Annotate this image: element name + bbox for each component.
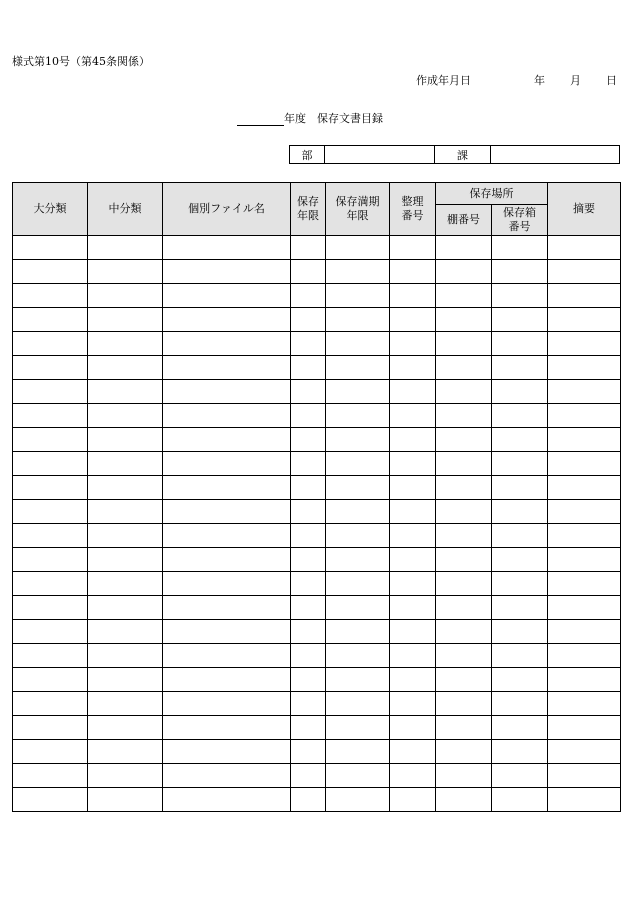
table-cell[interactable] — [436, 644, 492, 668]
table-cell[interactable] — [492, 452, 548, 476]
table-cell[interactable] — [436, 788, 492, 812]
table-cell[interactable] — [492, 380, 548, 404]
table-cell[interactable] — [163, 788, 291, 812]
table-body — [13, 236, 621, 812]
table-cell[interactable] — [326, 404, 390, 428]
table-cell[interactable] — [390, 332, 436, 356]
table-cell[interactable] — [13, 356, 88, 380]
table-cell[interactable] — [291, 524, 326, 548]
table-cell[interactable] — [88, 404, 163, 428]
table-cell[interactable] — [163, 284, 291, 308]
table-cell[interactable] — [548, 668, 621, 692]
table-cell[interactable] — [291, 356, 326, 380]
table-cell[interactable] — [13, 740, 88, 764]
header-file-name: 個別ファイル名 — [163, 183, 291, 236]
table-cell[interactable] — [163, 308, 291, 332]
table-cell[interactable] — [163, 380, 291, 404]
table-cell[interactable] — [326, 548, 390, 572]
table-row — [13, 548, 621, 572]
table-cell[interactable] — [492, 236, 548, 260]
table-cell[interactable] — [13, 332, 88, 356]
table-cell[interactable] — [436, 716, 492, 740]
table-cell[interactable] — [548, 596, 621, 620]
table-cell[interactable] — [326, 476, 390, 500]
table-cell[interactable] — [291, 500, 326, 524]
table-cell[interactable] — [326, 668, 390, 692]
table-cell[interactable] — [291, 548, 326, 572]
table-cell[interactable] — [492, 356, 548, 380]
document-title — [237, 110, 383, 126]
table-cell[interactable] — [436, 740, 492, 764]
table-cell[interactable] — [390, 476, 436, 500]
title-text: 年度 保存文書目録 — [284, 112, 383, 125]
table-cell[interactable] — [291, 428, 326, 452]
table-cell[interactable] — [88, 572, 163, 596]
table-cell[interactable] — [88, 332, 163, 356]
header-retention-period-line2: 年限 — [297, 209, 319, 222]
table-cell[interactable] — [13, 620, 88, 644]
table-cell[interactable] — [326, 356, 390, 380]
table-cell[interactable] — [163, 404, 291, 428]
department-table — [289, 145, 620, 164]
table-cell[interactable] — [548, 716, 621, 740]
form-number: 様式第10号（第45条関係） — [12, 55, 150, 68]
table-cell[interactable] — [436, 548, 492, 572]
table-row — [13, 284, 621, 308]
table-cell[interactable] — [326, 620, 390, 644]
table-cell[interactable] — [88, 620, 163, 644]
header-retention-expiry — [326, 183, 390, 236]
header-control-number-line2: 番号 — [401, 209, 424, 222]
table-cell[interactable] — [436, 764, 492, 788]
table-cell[interactable] — [436, 524, 492, 548]
table-cell[interactable] — [326, 284, 390, 308]
table-cell[interactable] — [291, 620, 326, 644]
table-cell[interactable] — [291, 308, 326, 332]
table-cell[interactable] — [436, 572, 492, 596]
table-cell[interactable] — [88, 548, 163, 572]
table-cell[interactable] — [291, 332, 326, 356]
table-cell[interactable] — [548, 644, 621, 668]
table-row — [13, 572, 621, 596]
table-cell[interactable] — [548, 740, 621, 764]
month-label: 月 — [570, 74, 581, 87]
table-cell[interactable] — [436, 236, 492, 260]
table-cell[interactable] — [548, 380, 621, 404]
table-cell[interactable] — [291, 668, 326, 692]
header-storage-location: 保存場所 — [436, 183, 548, 205]
table-cell[interactable] — [390, 596, 436, 620]
table-cell[interactable] — [436, 308, 492, 332]
table-cell[interactable] — [326, 764, 390, 788]
table-cell[interactable] — [492, 788, 548, 812]
table-row — [13, 236, 621, 260]
table-cell[interactable] — [13, 596, 88, 620]
header-retention-period — [291, 183, 326, 236]
ka-field[interactable] — [491, 146, 620, 164]
table-cell[interactable] — [390, 692, 436, 716]
table-cell[interactable] — [436, 260, 492, 284]
table-cell[interactable] — [326, 644, 390, 668]
bu-label: 部 — [290, 146, 325, 164]
table-cell[interactable] — [163, 668, 291, 692]
table-cell[interactable] — [390, 284, 436, 308]
table-cell[interactable] — [492, 308, 548, 332]
table-cell[interactable] — [548, 764, 621, 788]
table-cell[interactable] — [548, 404, 621, 428]
table-cell[interactable] — [326, 500, 390, 524]
table-cell[interactable] — [291, 596, 326, 620]
table-cell[interactable] — [548, 284, 621, 308]
table-cell[interactable] — [88, 356, 163, 380]
table-cell[interactable] — [163, 716, 291, 740]
table-cell[interactable] — [326, 380, 390, 404]
table-cell[interactable] — [291, 764, 326, 788]
table-cell[interactable] — [163, 764, 291, 788]
table-cell[interactable] — [326, 308, 390, 332]
table-cell[interactable] — [390, 644, 436, 668]
table-row — [13, 308, 621, 332]
table-row — [13, 620, 621, 644]
table-cell[interactable] — [436, 356, 492, 380]
table-cell[interactable] — [390, 260, 436, 284]
table-cell[interactable] — [291, 380, 326, 404]
table-row — [13, 596, 621, 620]
table-cell[interactable] — [291, 692, 326, 716]
table-cell[interactable] — [13, 524, 88, 548]
table-row — [13, 428, 621, 452]
table-cell[interactable] — [390, 668, 436, 692]
table-cell[interactable] — [163, 620, 291, 644]
table-cell[interactable] — [291, 788, 326, 812]
table-cell[interactable] — [548, 428, 621, 452]
table-cell[interactable] — [548, 308, 621, 332]
table-cell[interactable] — [88, 500, 163, 524]
day-label: 日 — [606, 74, 617, 87]
table-cell[interactable] — [326, 692, 390, 716]
table-cell[interactable] — [326, 716, 390, 740]
table-cell[interactable] — [163, 260, 291, 284]
table-cell[interactable] — [436, 692, 492, 716]
table-cell[interactable] — [88, 764, 163, 788]
header-retention-period-line1: 保存 — [297, 195, 319, 208]
table-cell[interactable] — [291, 284, 326, 308]
table-cell[interactable] — [163, 740, 291, 764]
table-cell[interactable] — [492, 620, 548, 644]
table-cell[interactable] — [548, 356, 621, 380]
table-cell[interactable] — [548, 572, 621, 596]
table-cell[interactable] — [326, 788, 390, 812]
creation-date-line — [0, 72, 630, 86]
table-cell[interactable] — [88, 596, 163, 620]
table-row — [13, 716, 621, 740]
table-cell[interactable] — [88, 716, 163, 740]
table-cell[interactable] — [13, 548, 88, 572]
table-cell[interactable] — [390, 716, 436, 740]
ka-label: 課 — [435, 146, 491, 164]
table-cell[interactable] — [163, 332, 291, 356]
table-cell[interactable] — [492, 716, 548, 740]
table-cell[interactable] — [548, 788, 621, 812]
table-cell[interactable] — [492, 548, 548, 572]
table-cell[interactable] — [326, 740, 390, 764]
table-cell[interactable] — [88, 740, 163, 764]
table-cell[interactable] — [88, 380, 163, 404]
fiscal-year-blank[interactable] — [237, 113, 284, 126]
table-cell[interactable] — [390, 404, 436, 428]
table-row — [13, 668, 621, 692]
table-cell[interactable] — [390, 236, 436, 260]
table-cell[interactable] — [291, 644, 326, 668]
table-cell[interactable] — [436, 500, 492, 524]
table-cell[interactable] — [390, 620, 436, 644]
table-cell[interactable] — [548, 620, 621, 644]
table-cell[interactable] — [390, 500, 436, 524]
table-cell[interactable] — [163, 548, 291, 572]
table-cell[interactable] — [13, 236, 88, 260]
table-cell[interactable] — [436, 452, 492, 476]
table-cell[interactable] — [13, 788, 88, 812]
table-cell[interactable] — [390, 380, 436, 404]
table-cell[interactable] — [291, 476, 326, 500]
table-cell[interactable] — [390, 548, 436, 572]
table-row — [13, 764, 621, 788]
table-cell[interactable] — [436, 428, 492, 452]
table-cell[interactable] — [326, 260, 390, 284]
table-cell[interactable] — [492, 284, 548, 308]
table-cell[interactable] — [326, 524, 390, 548]
table-cell[interactable] — [492, 404, 548, 428]
table-cell[interactable] — [88, 236, 163, 260]
table-cell[interactable] — [291, 404, 326, 428]
table-cell[interactable] — [548, 524, 621, 548]
table-cell[interactable] — [13, 284, 88, 308]
table-cell[interactable] — [163, 572, 291, 596]
table-cell[interactable] — [163, 500, 291, 524]
table-row — [13, 356, 621, 380]
table-cell[interactable] — [88, 308, 163, 332]
table-cell[interactable] — [492, 572, 548, 596]
table-cell[interactable] — [13, 644, 88, 668]
table-row — [13, 644, 621, 668]
header-box-number — [492, 205, 548, 236]
table-cell[interactable] — [13, 428, 88, 452]
table-cell[interactable] — [13, 404, 88, 428]
table-cell[interactable] — [436, 476, 492, 500]
table-cell[interactable] — [390, 452, 436, 476]
table-cell[interactable] — [548, 548, 621, 572]
table-cell[interactable] — [13, 692, 88, 716]
table-cell[interactable] — [548, 692, 621, 716]
table-cell[interactable] — [88, 788, 163, 812]
table-cell[interactable] — [163, 692, 291, 716]
table-cell[interactable] — [548, 236, 621, 260]
table-row — [13, 380, 621, 404]
table-cell[interactable] — [13, 716, 88, 740]
table-cell[interactable] — [492, 596, 548, 620]
table-cell[interactable] — [88, 524, 163, 548]
table-row — [13, 788, 621, 812]
table-cell[interactable] — [13, 500, 88, 524]
table-cell[interactable] — [326, 572, 390, 596]
table-cell[interactable] — [492, 428, 548, 452]
table-cell[interactable] — [436, 668, 492, 692]
year-label: 年 — [534, 74, 545, 87]
table-row — [13, 404, 621, 428]
table-cell[interactable] — [390, 788, 436, 812]
table-cell[interactable] — [13, 764, 88, 788]
table-cell[interactable] — [291, 740, 326, 764]
table-cell[interactable] — [436, 596, 492, 620]
table-cell[interactable] — [88, 260, 163, 284]
header-box-number-line1: 保存箱 — [503, 206, 536, 219]
table-row — [13, 740, 621, 764]
table-row — [13, 476, 621, 500]
table-cell[interactable] — [163, 596, 291, 620]
table-cell[interactable] — [13, 308, 88, 332]
table-cell[interactable] — [390, 572, 436, 596]
table-cell[interactable] — [13, 476, 88, 500]
header-retention-expiry-line1: 保存満期 — [335, 195, 380, 208]
table-cell[interactable] — [291, 452, 326, 476]
table-cell[interactable] — [390, 428, 436, 452]
table-cell[interactable] — [390, 524, 436, 548]
table-cell[interactable] — [88, 668, 163, 692]
table-cell[interactable] — [492, 764, 548, 788]
table-cell[interactable] — [548, 332, 621, 356]
table-row — [13, 524, 621, 548]
table-cell[interactable] — [436, 620, 492, 644]
table-cell[interactable] — [291, 260, 326, 284]
table-cell[interactable] — [163, 452, 291, 476]
table-cell[interactable] — [163, 476, 291, 500]
table-cell[interactable] — [88, 644, 163, 668]
table-cell[interactable] — [436, 332, 492, 356]
table-cell[interactable] — [88, 428, 163, 452]
header-control-number — [390, 183, 436, 236]
table-cell[interactable] — [88, 476, 163, 500]
table-cell[interactable] — [492, 668, 548, 692]
header-retention-expiry-line2: 年限 — [346, 209, 369, 222]
table-cell[interactable] — [88, 452, 163, 476]
table-cell[interactable] — [492, 500, 548, 524]
table-cell[interactable] — [548, 260, 621, 284]
table-cell[interactable] — [492, 524, 548, 548]
bu-field[interactable] — [325, 146, 435, 164]
table-cell[interactable] — [548, 500, 621, 524]
table-cell[interactable] — [13, 452, 88, 476]
table-cell[interactable] — [163, 236, 291, 260]
table-cell[interactable] — [13, 260, 88, 284]
table-cell[interactable] — [326, 236, 390, 260]
table-cell[interactable] — [163, 644, 291, 668]
header-mid-category: 中分類 — [88, 183, 163, 236]
table-cell[interactable] — [492, 476, 548, 500]
table-cell[interactable] — [436, 380, 492, 404]
table-cell[interactable] — [436, 404, 492, 428]
creation-date-label: 作成年月日 — [416, 74, 471, 87]
table-cell[interactable] — [13, 668, 88, 692]
table-cell[interactable] — [326, 452, 390, 476]
table-cell[interactable] — [548, 452, 621, 476]
table-cell[interactable] — [291, 572, 326, 596]
table-cell[interactable] — [291, 236, 326, 260]
table-cell[interactable] — [390, 740, 436, 764]
table-cell[interactable] — [390, 308, 436, 332]
table-cell[interactable] — [492, 740, 548, 764]
table-row — [13, 260, 621, 284]
table-cell[interactable] — [163, 356, 291, 380]
table-cell[interactable] — [326, 428, 390, 452]
header-remarks: 摘要 — [548, 183, 621, 236]
table-cell[interactable] — [326, 596, 390, 620]
table-cell[interactable] — [548, 476, 621, 500]
header-box-number-line2: 番号 — [508, 220, 531, 233]
table-row — [13, 692, 621, 716]
table-cell[interactable] — [436, 284, 492, 308]
table-cell[interactable] — [390, 764, 436, 788]
header-shelf-number: 棚番号 — [436, 205, 492, 236]
table-cell[interactable] — [492, 644, 548, 668]
header-major-category: 大分類 — [13, 183, 88, 236]
table-cell[interactable] — [492, 260, 548, 284]
table-cell[interactable] — [291, 716, 326, 740]
table-row — [13, 500, 621, 524]
table-cell[interactable] — [326, 332, 390, 356]
table-cell[interactable] — [13, 380, 88, 404]
table-cell[interactable] — [163, 524, 291, 548]
table-cell[interactable] — [492, 692, 548, 716]
table-cell[interactable] — [163, 428, 291, 452]
retention-document-table — [12, 182, 621, 812]
header-control-number-line1: 整理 — [401, 195, 424, 208]
table-row — [13, 452, 621, 476]
table-cell[interactable] — [492, 332, 548, 356]
table-row — [13, 332, 621, 356]
table-cell[interactable] — [88, 284, 163, 308]
table-cell[interactable] — [88, 692, 163, 716]
table-cell[interactable] — [390, 356, 436, 380]
table-cell[interactable] — [13, 572, 88, 596]
